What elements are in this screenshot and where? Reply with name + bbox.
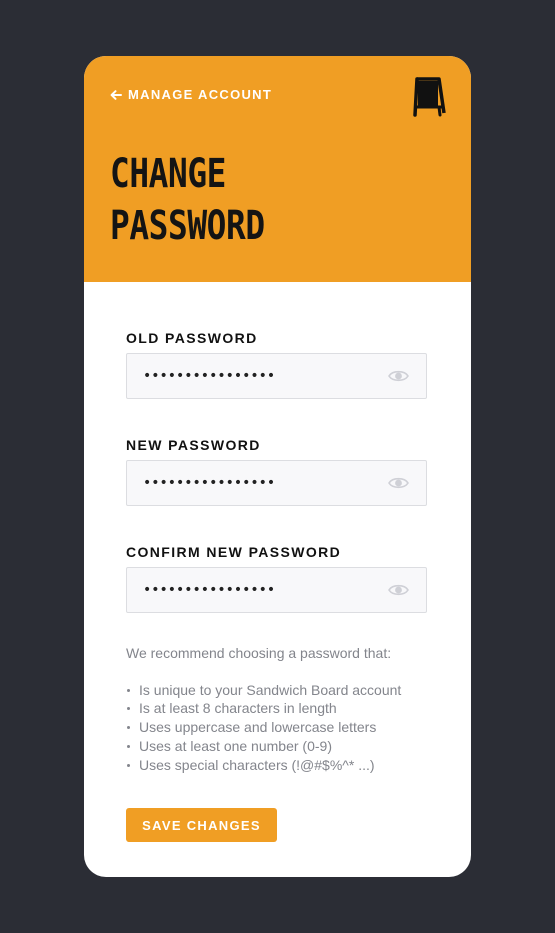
old-password-group: [126, 330, 427, 399]
recommendations-list: [126, 681, 427, 775]
new-password-group: [126, 437, 427, 506]
page-title: [110, 148, 265, 252]
list-item: Uses special characters (!@#$%^* ...): [126, 756, 427, 775]
list-item: Uses at least one number (0-9): [126, 737, 427, 756]
confirm-password-input[interactable]: [127, 568, 393, 612]
recommendations-intro: We recommend choosing a password that:: [126, 645, 392, 661]
password-recommendations: [126, 644, 427, 774]
save-changes-button[interactable]: SAVE CHANGES: [126, 808, 277, 842]
back-to-manage-account-link[interactable]: [110, 87, 272, 102]
eye-icon[interactable]: [388, 369, 409, 383]
eye-icon[interactable]: [388, 476, 409, 490]
sandwich-board-icon: [413, 77, 447, 117]
old-password-label: OLD PASSWORD: [126, 330, 258, 346]
list-item: Is at least 8 characters in length: [126, 699, 427, 718]
confirm-password-label: CONFIRM NEW PASSWORD: [126, 544, 342, 560]
change-password-form: [126, 330, 427, 613]
confirm-password-field-box: [126, 567, 427, 613]
new-password-label: NEW PASSWORD: [126, 437, 261, 453]
page-title-line-1: CHANGE: [110, 151, 227, 197]
list-item: Is unique to your Sandwich Board account: [126, 681, 427, 700]
change-password-card: [84, 56, 471, 877]
eye-icon[interactable]: [388, 583, 409, 597]
arrow-left-icon: [110, 90, 122, 100]
old-password-input[interactable]: [127, 354, 393, 398]
back-link-label: MANAGE ACCOUNT: [128, 87, 273, 102]
page-header: [84, 56, 471, 282]
new-password-field-box: [126, 460, 427, 506]
new-password-input[interactable]: [127, 461, 393, 505]
list-item: Uses uppercase and lowercase letters: [126, 718, 427, 737]
confirm-password-group: [126, 544, 427, 613]
page-title-line-2: PASSWORD: [110, 203, 265, 249]
old-password-field-box: [126, 353, 427, 399]
